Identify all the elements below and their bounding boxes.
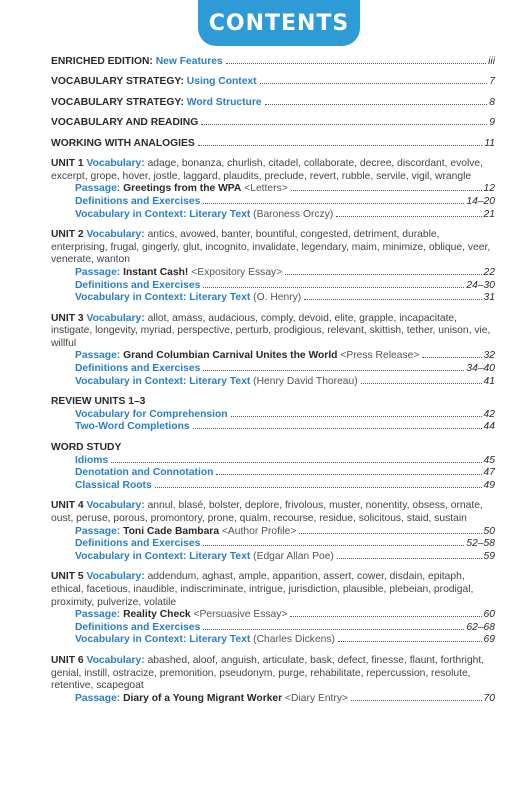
unit-1-section [51,158,495,221]
unit-5-passage[interactable]: Passage: Reality Check <Persuasive Essay> 60 [75,609,495,621]
unit-4-definitions[interactable]: Definitions and Exercises 52–58 [75,538,495,550]
dot-leader [155,487,482,488]
unit-4-passage[interactable]: Passage: Toni Cade Bambara <Author Profile> 50 [75,525,495,537]
dot-leader [285,274,481,275]
unit-4-literary-text[interactable]: Vocabulary in Context: Literary Text (Edgar Allan Poe) 59 [75,550,495,562]
toc-entry-vocabulary-and-reading[interactable]: VOCABULARY AND READING 9 [51,117,495,129]
unit-6-section [51,655,495,705]
review-heading: REVIEW UNITS 1–3 [51,396,146,408]
dot-leader [193,428,482,429]
dot-leader [203,203,464,204]
unit-2-passage[interactable]: Passage: Instant Cash! <Expository Essay> 22 [75,266,495,278]
review-section [51,396,495,434]
unit-5-section [51,571,495,647]
review-item-two-word[interactable]: Two-Word Completions 44 [75,421,495,433]
dot-leader [203,545,464,546]
dot-leader [226,63,486,64]
unit-1-literary-text[interactable]: Vocabulary in Context: Literary Text (Baroness Orczy) 21 [75,208,495,220]
unit-6-vocabulary: UNIT 6 Vocabulary: abashed, aloof, anguish, articulate, bask, defect, finesse, flaunt, forthright, genial, instill, ostracize, premonition, pseudonym, purge, rehabilitate, repercussion, resolute, retentive, scapegoat [51,654,485,692]
unit-5-definitions[interactable]: Definitions and Exercises 62–68 [75,621,495,633]
dot-leader [291,190,482,191]
dot-leader [336,216,481,217]
unit-3-vocabulary: UNIT 3 Vocabulary: allot, amass, audacious, comply, devoid, elite, grapple, incapacitate, instigate, longevity, myriad, perspective, perturb, prodigious, relevant, skittish, tether, unison, vie, willful [51,312,491,349]
page-title: CONTENTS [208,10,350,36]
unit-3-passage[interactable]: Passage: Grand Columbian Carnival Unites the World <Press Release> 32 [75,350,495,362]
unit-3-definitions[interactable]: Definitions and Exercises 34–40 [75,363,495,375]
dot-leader [265,104,488,105]
toc-entry-using-context[interactable]: VOCABULARY STRATEGY: Using Context 7 [51,76,495,88]
dot-leader [231,416,482,417]
dot-leader [203,370,464,371]
dot-leader [111,462,481,463]
unit-3-literary-text[interactable]: Vocabulary in Context: Literary Text (Henry David Thoreau) 41 [75,375,495,387]
unit-1-definitions[interactable]: Definitions and Exercises 14–20 [75,195,495,207]
contents-banner [198,0,360,46]
unit-2-vocabulary: UNIT 2 Vocabulary: antics, avowed, banter, bountiful, congested, detriment, durable, enterprising, frugal, gingerly, glut, incognito, invalidate, legendary, maim, minimize, oblique, veer, venerate, wanton [51,229,491,266]
dot-leader [290,616,481,617]
unit-2-section [51,229,495,305]
review-item-comprehension[interactable]: Vocabulary for Comprehension 42 [75,408,495,420]
unit-4-vocabulary: UNIT 4 Vocabulary: annul, blasé, bolster, deplore, frivolous, muster, nonentity, obsess, ornate, oust, peruse, porous, promontory, prone, qualm, recourse, residue, solicitous, staid, sustain [51,500,483,524]
dot-leader [299,533,481,534]
dot-leader [337,558,482,559]
unit-1-passage[interactable]: Passage: Greetings from the WPA <Letters> 12 [75,183,495,195]
word-study-item-denotation[interactable]: Denotation and Connotation 47 [75,467,495,479]
unit-3-section [51,313,495,389]
word-study-item-idioms[interactable]: Idioms 45 [75,454,495,466]
dot-leader [203,629,464,630]
toc-entry-enriched-edition[interactable]: ENRICHED EDITION: New Features iii [51,56,495,67]
dot-leader [351,700,482,701]
unit-6-passage[interactable]: Passage: Diary of a Young Migrant Worker <Diary Entry> 70 [75,692,495,704]
dot-leader [198,145,483,146]
unit-2-literary-text[interactable]: Vocabulary in Context: Literary Text (O. Henry) 31 [75,292,495,304]
word-study-section [51,442,495,492]
dot-leader [422,357,481,358]
dot-leader [201,124,487,125]
toc-entry-working-with-analogies[interactable]: WORKING WITH ANALOGIES 11 [51,137,495,149]
unit-2-definitions[interactable]: Definitions and Exercises 24–30 [75,279,495,291]
unit-5-literary-text[interactable]: Vocabulary in Context: Literary Text (Charles Dickens) 69 [75,634,495,646]
dot-leader [216,474,481,475]
unit-1-vocabulary: UNIT 1 Vocabulary: adage, bonanza, churlish, citadel, collaborate, decree, discordant, evolve, excerpt, grope, hover, jostle, laggard, plaudits, preclude, revert, rubble, servile, vigil, wrangle [51,158,483,182]
dot-leader [203,287,464,288]
dot-leader [260,83,488,84]
dot-leader [361,383,482,384]
dot-leader [304,299,481,300]
word-study-item-classical-roots[interactable]: Classical Roots 49 [75,479,495,491]
unit-5-vocabulary: UNIT 5 Vocabulary: addendum, aghast, ample, apparition, assert, cower, disdain, epitaph, ethical, facetious, inaudible, indiscriminate, intrigue, jurisdiction, plausible, plebeian, prodigal, proximity, pulverize, volatile [51,571,474,608]
toc-entry-word-structure[interactable]: VOCABULARY STRATEGY: Word Structure 8 [51,96,495,108]
dot-leader [338,641,482,642]
word-study-heading: WORD STUDY [51,442,122,454]
unit-4-section [51,500,495,563]
table-of-contents [51,56,495,705]
